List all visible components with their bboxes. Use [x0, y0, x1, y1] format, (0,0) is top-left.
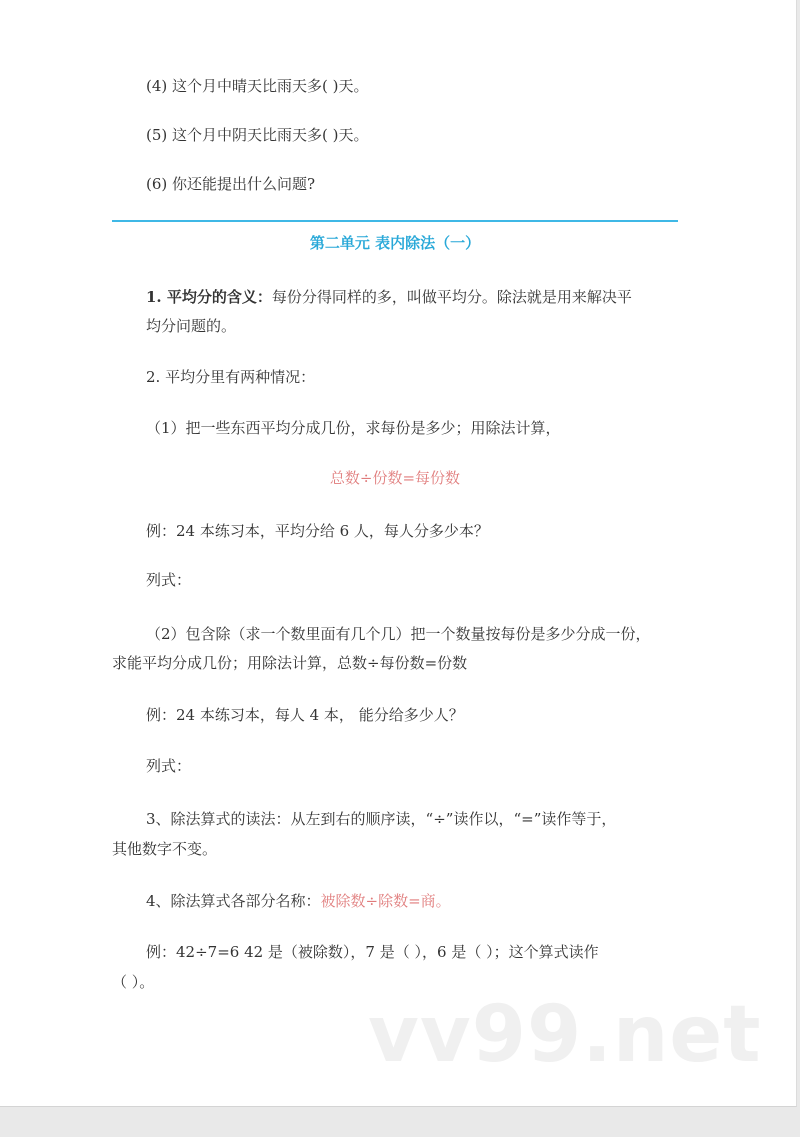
question-6: (6) 你还能提出什么问题?	[146, 175, 316, 193]
item1-line2: 均分问题的。	[146, 317, 237, 335]
item4-example-line1: 例：42÷7=6 42 是（被除数），7 是（ ），6 是（ ）；这个算式读作	[146, 943, 599, 961]
watermark: vv99.net	[368, 990, 762, 1080]
item2-case1: （1）把一些东西平均分成几份，求每份是多少；用除法计算，	[146, 419, 561, 437]
item1-line1	[146, 287, 632, 307]
item1-label: 1. 平均分的含义：	[146, 288, 272, 306]
item3-line2: 其他数字不变。	[112, 840, 218, 858]
item4-prefix: 4、除法算式各部分名称：	[146, 892, 321, 910]
example-1: 例：24 本练习本，平均分给 6 人，每人分多少本？	[146, 522, 489, 540]
question-4: (4) 这个月中晴天比雨天多( )天。	[146, 77, 369, 95]
example-2: 例：24 本练习本，每人 4 本， 能分给多少人？	[146, 706, 464, 724]
item2-intro: 2. 平均分里有两种情况：	[146, 368, 316, 386]
question-5: (5) 这个月中阴天比雨天多( )天。	[146, 126, 369, 144]
formula-1: 总数÷份数=每份数	[329, 469, 461, 487]
item2-case2-line2: 求能平均分成几份；用除法计算，总数÷每份数=份数	[112, 654, 468, 672]
item1-text: 每份分得同样的多，叫做平均分。除法就是用来解决平	[271, 288, 632, 306]
section-divider	[112, 220, 678, 222]
liesh-1: 列式：	[146, 571, 192, 589]
item3-line1: 3、除法算式的读法：从左到右的顺序读，“÷”读作以，“=”读作等于，	[146, 810, 617, 828]
item4-formula: 被除数÷除数=商。	[320, 892, 451, 910]
section-title: 第二单元 表内除法（一）	[309, 234, 481, 252]
liesh-2: 列式：	[146, 757, 192, 775]
item4-example-line2: （ ）。	[112, 973, 155, 991]
item4-line	[146, 891, 451, 911]
item2-case2-line1: （2）包含除（求一个数里面有几个几）把一个数量按每份是多少分成一份，	[146, 625, 651, 643]
